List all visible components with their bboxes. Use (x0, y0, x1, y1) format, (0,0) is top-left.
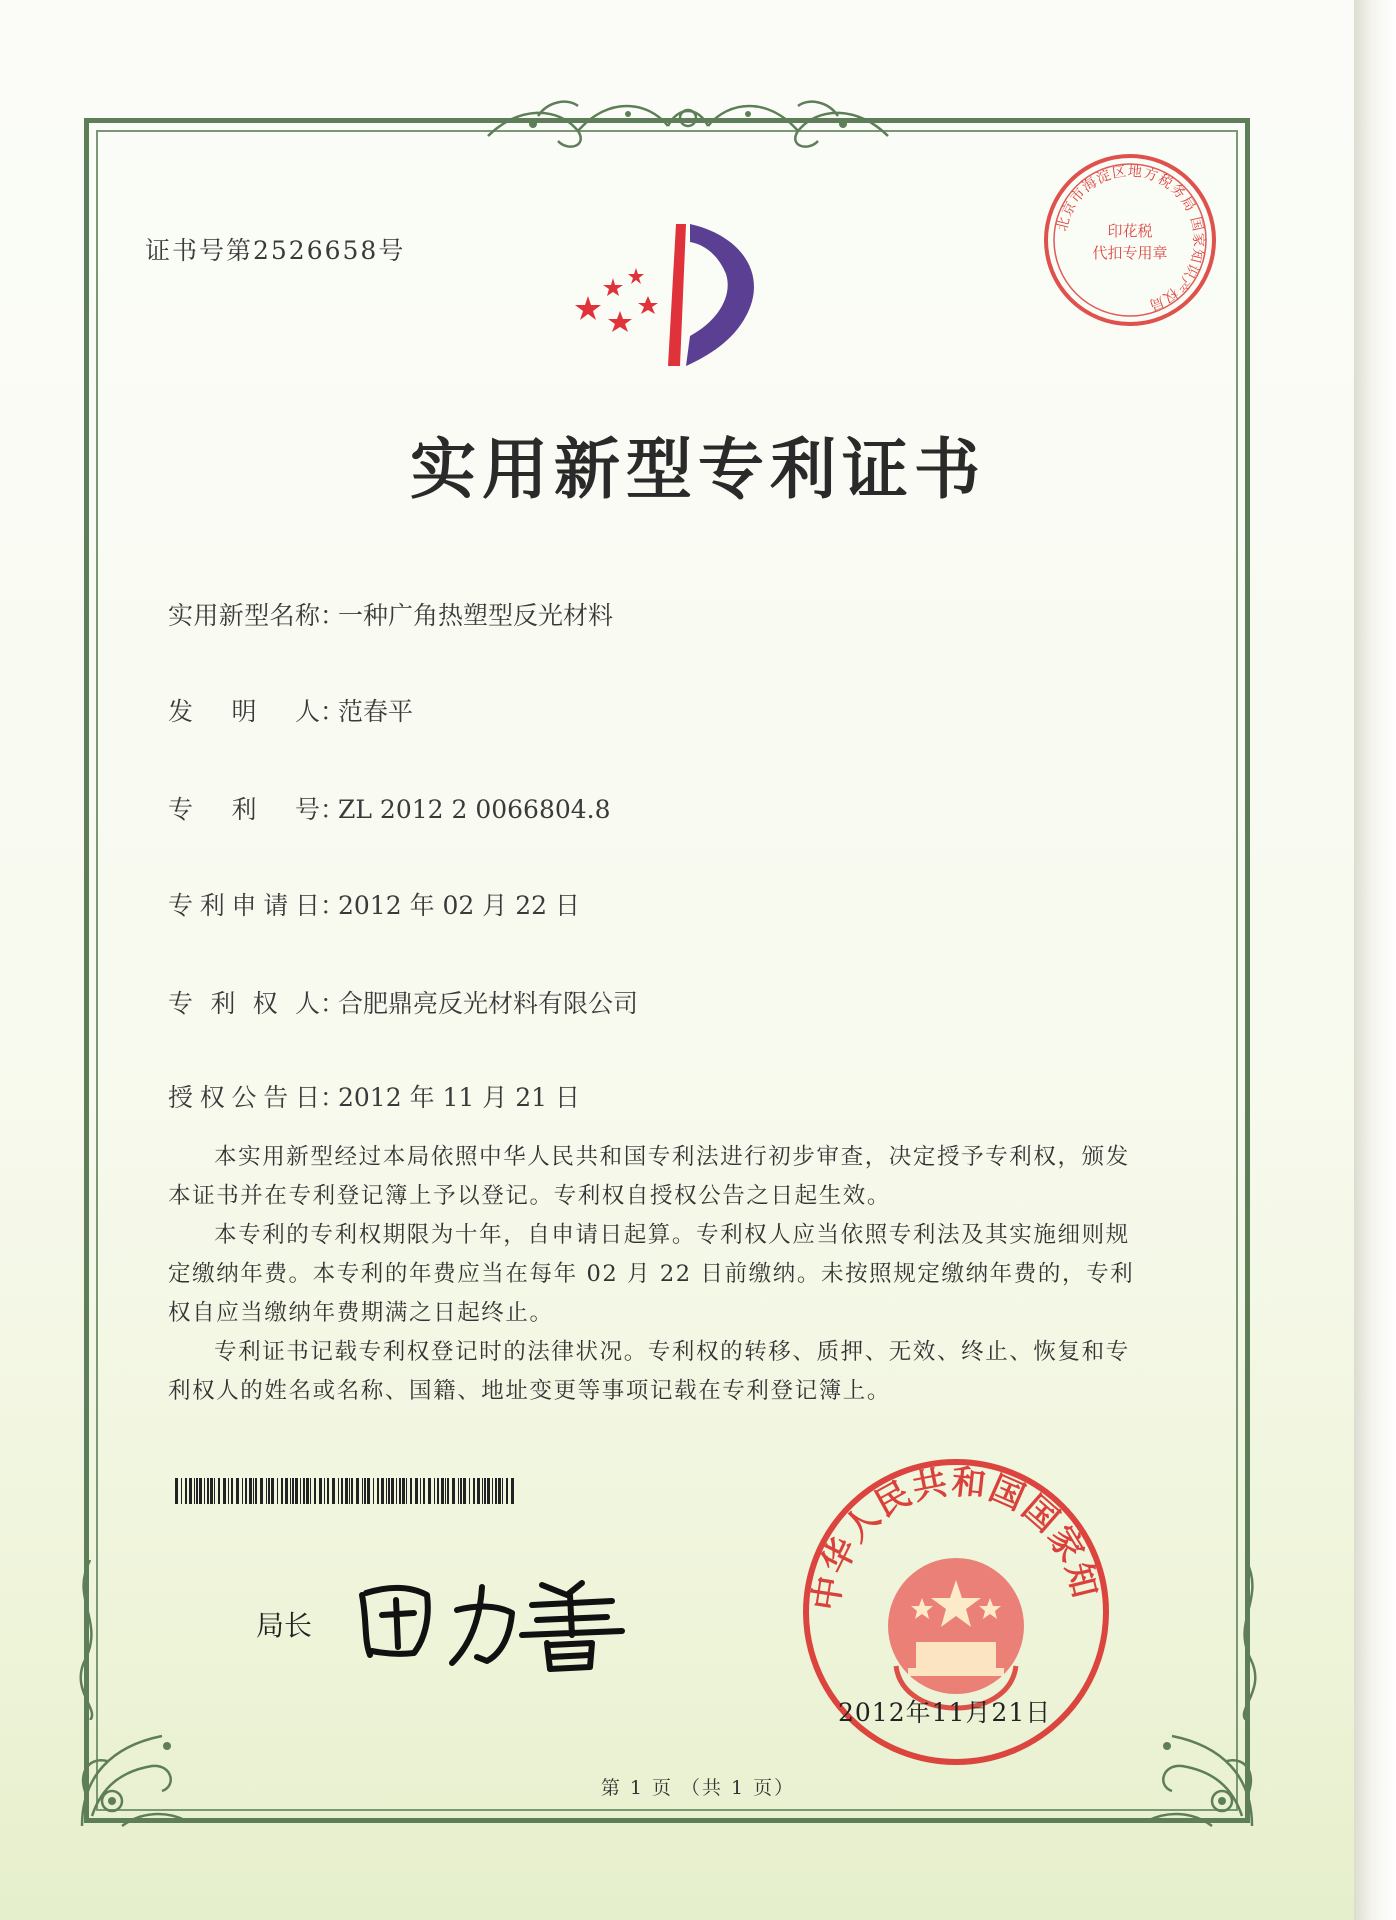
field-value: 一种广角热塑型反光材料 (338, 601, 614, 630)
field-row-application-date: 专利申请日：2012 年 02 月 22 日 (168, 886, 580, 922)
certificate-title: 实用新型专利证书 (410, 430, 986, 508)
field-label: 专利申请日 (168, 891, 320, 920)
right-side-ornament-icon (1226, 1560, 1276, 1720)
field-value: 合肥鼎亮反光材料有限公司 (338, 989, 639, 1018)
left-side-ornament-icon (60, 1560, 110, 1720)
certificate-body (168, 1138, 1152, 1411)
field-label: 发明人 (168, 697, 320, 726)
patent-office-logo (568, 216, 768, 376)
issue-date: 2012年11月21日 (838, 1698, 1052, 1727)
field-row-inventor: 发明人：范春平 (168, 692, 413, 728)
body-paragraph-3: 专利证书记载专利权登记时的法律状况。专利权的转移、质押、无效、终止、恢复和专利权人的姓名或名称、国籍、地址变更等事项记载在专利登记簿上。 (168, 1339, 1130, 1404)
field-row-patentee: 专利权人：合肥鼎亮反光材料有限公司 (168, 984, 638, 1020)
field-value: 2012 年 02 月 22 日 (338, 891, 580, 920)
barcode (175, 1478, 515, 1504)
body-paragraph-1: 本实用新型经过本局依照中华人民共和国专利法进行初步审查，决定授予专利权，颁发本证书并在专利登记簿上予以登记。专利权自授权公告之日起生效。 (168, 1144, 1130, 1209)
field-value: 2012 年 11 月 21 日 (338, 1083, 580, 1112)
field-label: 专利权人 (168, 989, 320, 1018)
certificate-number: 证书号第2526658号 (145, 236, 406, 265)
stamp-tax-seal (1040, 150, 1220, 330)
top-ornament-icon (478, 86, 898, 156)
field-label: 专利号 (168, 795, 320, 824)
page-indicator: 第 1 页 （共 1 页） (600, 1777, 796, 1799)
field-value: ZL 2012 2 0066804.8 (338, 795, 611, 824)
field-value: 范春平 (338, 697, 414, 726)
field-label: 实用新型名称 (168, 601, 320, 630)
body-paragraph-2: 本专利的专利权期限为十年，自申请日起算。专利权人应当依照专利法及其实施细则规定缴纳年费。本专利的年费应当在每年 02 月 22 日前缴纳。未按照规定缴纳年费的，专利权自应当缴纳年费期满之日起终止。 (168, 1222, 1135, 1326)
tax-seal-center-line2: 代扣专用章 (1092, 244, 1168, 262)
field-row-grant-date: 授权公告日：2012 年 11 月 21 日 (168, 1078, 580, 1114)
director-signature (352, 1565, 652, 1675)
field-label: 授权公告日 (168, 1083, 320, 1112)
tax-seal-ring-text: 北京市海淀区地方税务局 国家知识产权局 (1054, 163, 1207, 314)
field-row-name: 实用新型名称：一种广角热塑型反光材料 (168, 596, 613, 632)
tax-seal-center-line1: 印花税 (1107, 222, 1153, 240)
director-label: 局长 (256, 1609, 313, 1642)
field-row-patent-number: 专利号：ZL 2012 2 0066804.8 (168, 790, 611, 826)
gov-seal-ring-text: 中华人民共和国国家知 (805, 1461, 1105, 1614)
page-edge-shadow (1354, 0, 1396, 1920)
